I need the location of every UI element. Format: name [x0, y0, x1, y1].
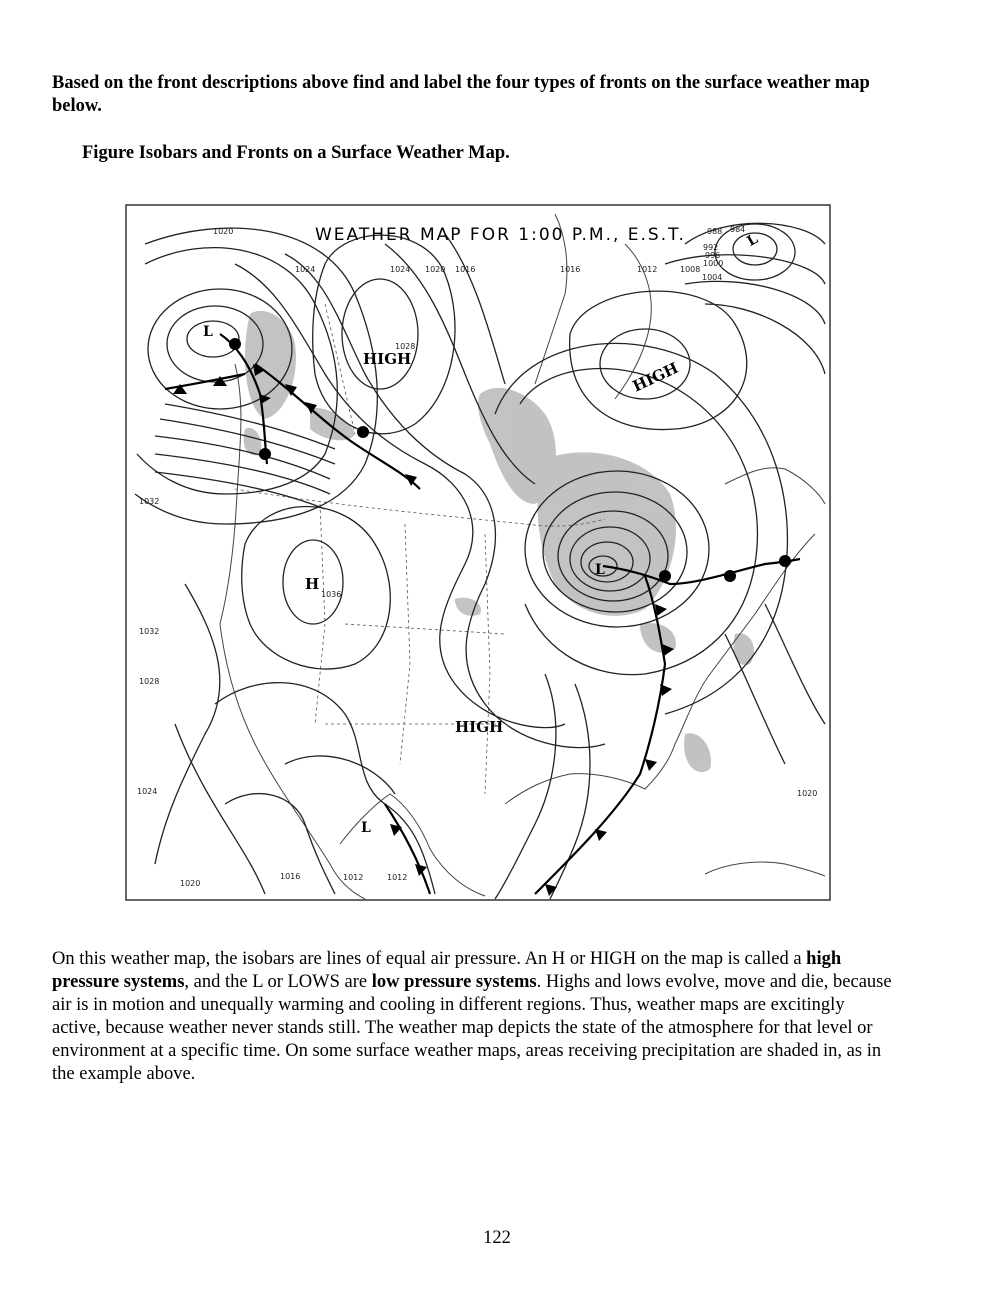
- isobar-label: 1032: [139, 627, 160, 636]
- instructions: Based on the front descriptions above find and label the four types of fronts on the surface weather map below.: [52, 73, 870, 116]
- isobar-label: 1028: [395, 342, 416, 351]
- high-label-north: HIGH: [363, 350, 412, 368]
- low-label-south: L: [361, 820, 371, 836]
- high-label-northeast: HIGH: [629, 358, 682, 396]
- weather-map: [125, 204, 831, 901]
- isobar-label: 1016: [455, 265, 476, 274]
- isobar-label: 1036: [321, 590, 342, 599]
- isobar-label: 1012: [387, 873, 408, 882]
- paragraph-text: . Highs and lows evolve, move and die, because air is in motion and unequally warming and cooling in different regions. Thus, weather maps are excitingly active, because weather never stands still. The weather map depicts the state of the atmosphere for that level or environment at a specific time. On some surface weather maps, areas receiving precipitation are shaded in, as in the example above.: [52, 972, 892, 1084]
- isobar-label: 1020: [180, 879, 201, 888]
- low-label-northwest: L: [203, 324, 213, 340]
- isobar-label: 1016: [560, 265, 581, 274]
- isobar-label: 1024: [137, 787, 158, 796]
- paragraph-text: On this weather map, the isobars are lines of equal air pressure. An H or HIGH on the map is called a: [52, 949, 807, 969]
- isobar-label: 996: [705, 251, 721, 260]
- map-frame: [126, 205, 830, 900]
- isobar-label: 992: [703, 243, 719, 252]
- low-label-northeast: L: [744, 231, 761, 250]
- isobar-label: 1004: [702, 273, 723, 282]
- figure-title: Figure Isobars and Fronts on a Surface Weather Map.: [82, 143, 510, 163]
- explanation-paragraph: [52, 948, 897, 1086]
- paragraph-text: , and the L or LOWS are: [184, 972, 372, 992]
- isobar-label: 984: [730, 225, 746, 234]
- low-label-east: L: [595, 562, 605, 578]
- isobar-label: 1012: [343, 873, 364, 882]
- isobar-label: 1020: [213, 227, 234, 236]
- isobar-label: 1024: [295, 265, 316, 274]
- isobar-label: 1028: [139, 677, 160, 686]
- paragraph-bold-high: high pressure systems: [52, 949, 842, 992]
- isobar-label: 988: [707, 227, 723, 236]
- isobar-label: 1016: [280, 872, 301, 881]
- isobar-label: 1012: [637, 265, 658, 274]
- isobar-label: 1020: [797, 789, 818, 798]
- isobar-label: 1024: [390, 265, 411, 274]
- high-label-west: H: [305, 575, 320, 593]
- isobar-label: 1020: [425, 265, 446, 274]
- isobar-label: 1032: [139, 497, 160, 506]
- page-number: 122: [483, 1228, 511, 1248]
- high-label-south: HIGH: [455, 718, 504, 736]
- paragraph-bold-low: low pressure systems: [371, 972, 537, 992]
- map-title: WEATHER MAP FOR 1:00 P.M., E.S.T.: [315, 225, 686, 245]
- isobar-label: 1000: [703, 259, 724, 268]
- isobar-label: 1008: [680, 265, 701, 274]
